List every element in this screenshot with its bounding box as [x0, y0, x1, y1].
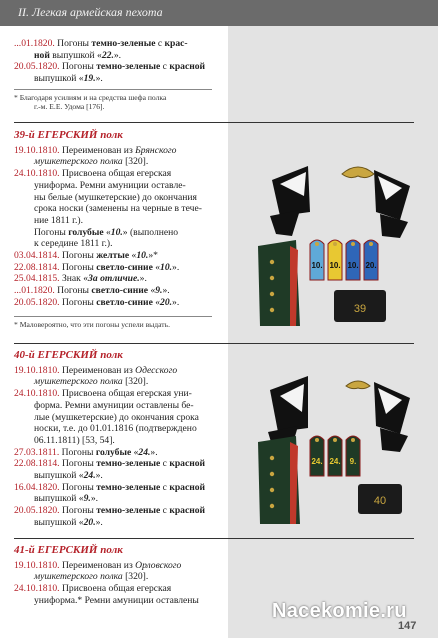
entry: 16.04.1820. Погоны темно-зеленые с красной: [14, 481, 206, 493]
page-header: [0, 0, 438, 26]
entry-cont: срока носки (заменены на черные в тече-: [34, 203, 202, 215]
entry: 24.10.1810. Присвоена общая егерская уни-: [14, 388, 192, 400]
shoulder-strap: [310, 436, 324, 476]
pouch-number: 39: [353, 303, 367, 315]
shoulder-straps: [310, 240, 378, 280]
entry: 22.08.1814. Погоны светло-синие «10.».: [14, 261, 180, 273]
regiment-39-uniform-illustration: [250, 150, 430, 330]
strap-number: 24.: [311, 457, 323, 466]
tunic-icon: [258, 436, 300, 524]
entry: 25.04.1815. Знак «За отличие.».: [14, 273, 147, 285]
cap-badge-icon: [342, 167, 374, 178]
page-number: 147: [398, 620, 417, 632]
entry-cont: мушкетерского полка [320].: [34, 376, 149, 388]
entry: 22.08.1814. Погоны темно-зеленые с красной: [14, 458, 206, 470]
entry: ...01.1820. Погоны светло-синие «9.».: [14, 285, 170, 297]
ammo-pouch-icon: [334, 290, 386, 322]
entry-cont: Погоны голубые «10.» (выполнено: [34, 226, 179, 238]
entry: 20.05.1820. Погоны светло-синие «20.».: [14, 296, 180, 308]
regiment-39-heading: 39-й ЕГЕРСКИЙ полк: [14, 129, 123, 141]
entry-cont: форма. Ремни амуниции оставлены бе-: [34, 399, 194, 411]
entry: 20.05.1820. Погоны темно-зеленые с красной: [14, 61, 206, 73]
shoulder-strap: [328, 240, 342, 280]
section-divider: [14, 122, 414, 123]
shoulder-strap: [310, 240, 324, 280]
entry: 19.10.1810. Переименован из Брянского: [14, 144, 177, 156]
shoulder-straps: [310, 436, 360, 476]
pouch-number: 40: [373, 495, 387, 507]
section-divider: [14, 343, 414, 344]
entry-cont: униформа. Ремни амуниции оставле-: [34, 179, 186, 191]
entry-cont: ние 1811 г.).: [34, 214, 83, 226]
strap-number: 20.: [365, 261, 377, 270]
entry: 24.10.1810. Присвоена общая егерская: [14, 168, 172, 180]
regiment-39-section: [14, 130, 226, 309]
entry-cont: 06.11.1811) [53, 54].: [34, 434, 115, 446]
entry-cont: мушкетерского полка [320].: [34, 156, 149, 168]
watermark: Nacekomie.ru: [272, 600, 407, 622]
footnote-line: * Благодаря усилиям и на средства шефа полка: [14, 93, 167, 102]
entry-cont: выпушкой «19.».: [34, 73, 103, 85]
section-divider: [14, 538, 414, 539]
shoulder-strap: [346, 240, 360, 280]
cap-badge-icon: [346, 381, 370, 389]
footnote-line: г.-м. Е.Е. Удома [176].: [34, 102, 105, 112]
entry-cont: униформа.* Ремни амуниции оставлены: [34, 594, 199, 606]
regiment-40-uniform-illustration: [250, 368, 430, 528]
shoulder-strap: [364, 240, 378, 280]
entry-cont: мушкетерского полка [320].: [34, 571, 149, 583]
entry-cont: выпушкой «9.».: [34, 493, 99, 505]
entry: 19.10.1810. Переименован из Одесского: [14, 364, 178, 376]
collar-left-icon: [270, 166, 310, 236]
entry-cont: ны белые (мушкетерские) до окончания: [34, 191, 197, 203]
collar-right-icon: [374, 170, 410, 238]
chapter-title: II. Легкая армейская пехота: [18, 5, 163, 19]
entry-cont: выпушкой «24.».: [34, 470, 103, 482]
entry: 24.10.1810. Присвоена общая егерская: [14, 583, 172, 595]
entry: ...01.1820. Погоны темно-зеленые с крас-: [14, 38, 188, 49]
shoulder-strap: [328, 436, 342, 476]
entry-cont: лые (мушкетерские) до окончания срока: [34, 411, 199, 423]
entry-cont: носки, т.е. до 01.01.1816 (подтверждено: [34, 423, 197, 435]
collar-right-icon: [374, 382, 410, 452]
strap-number: 24.: [329, 457, 341, 466]
strap-number: 9.: [349, 457, 357, 466]
tunic-icon: [258, 240, 300, 326]
footnote-line: * Маловероятно, что эти погоны успели выдать.: [14, 320, 170, 329]
top-continuation: [14, 38, 226, 85]
top-footnote: [14, 93, 226, 112]
strap-number: 10.: [311, 261, 323, 270]
entry: 20.05.1820. Погоны темно-зеленые с красной: [14, 505, 206, 517]
strap-number: 10.: [347, 261, 359, 270]
regiment-39-footnote: [14, 320, 226, 329]
regiment-41-section: [14, 545, 226, 607]
note-divider: [14, 89, 212, 90]
regiment-40-section: [14, 350, 226, 529]
entry: 27.03.1811. Погоны голубые «24.».: [14, 446, 158, 458]
entry-cont: ной выпушкой «22.».: [34, 49, 122, 61]
shoulder-strap: [346, 436, 360, 476]
illustration-panel: [228, 26, 438, 638]
ammo-pouch-icon: [358, 484, 402, 514]
entry: 19.10.1810. Переименован из Орловского: [14, 559, 182, 571]
strap-number: 10.: [329, 261, 341, 270]
entry: 03.04.1814. Погоны желтые «10.»*: [14, 250, 158, 262]
note-divider: [14, 316, 212, 317]
regiment-41-heading: 41-й ЕГЕРСКИЙ полк: [14, 544, 123, 556]
regiment-40-heading: 40-й ЕГЕРСКИЙ полк: [14, 349, 123, 361]
entry-cont: к середине 1811 г.).: [34, 238, 113, 250]
entry-cont: выпушкой «20.».: [34, 516, 103, 528]
